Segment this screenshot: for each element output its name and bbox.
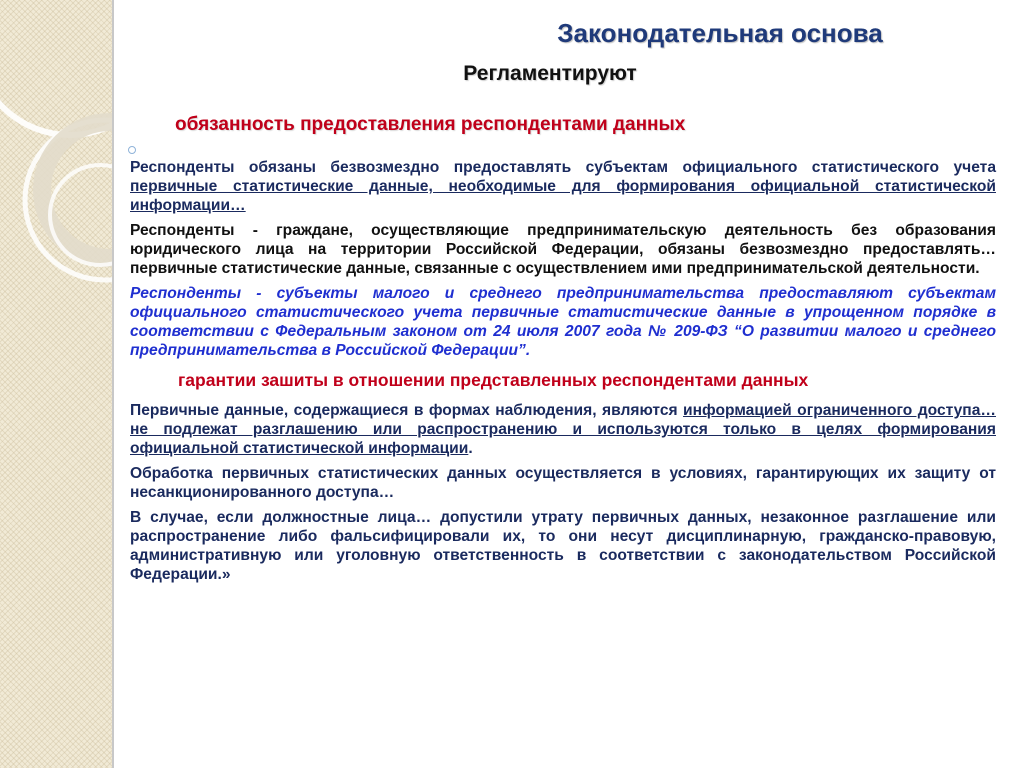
- paragraph-tail: .: [468, 440, 473, 457]
- decorative-side-panel: [0, 0, 112, 768]
- paragraph-responsibility: В случае, если должностные лица… допустили утрату первичных данных, незаконное разглашение или распространение либо фальсифицировали их, то они несут дисциплинарную, гражданско-правовую, административную или уголовную ответственность в соответствии с законодательством Российской Федерации.»: [130, 509, 996, 583]
- paragraph-text: Первичные данные, содержащиеся в формах наблюдения, являются: [130, 402, 684, 419]
- underlined-phrase: первичные статистические данные, необходимые для формирования официальной статистической информации…: [130, 178, 996, 214]
- section-heading-guarantees: гарантии зашиты в отношении представленных респондентами данных: [178, 370, 809, 390]
- underlined-phrase: информацией ограниченного доступа… не подлежат разглашению или распространению и используются только в целях формирования официальной статистической информации: [130, 402, 996, 457]
- slide-subtitle: Регламентируют: [463, 62, 637, 85]
- decorative-circles: [0, 0, 112, 768]
- slide-body: [130, 158, 996, 590]
- paragraph-restricted-access: [130, 401, 996, 458]
- paragraph-obligation: [130, 158, 996, 215]
- slide-title: Законодательная основа: [557, 18, 883, 48]
- paragraph-small-business: Респонденты - субъекты малого и среднего предпринимательства предоставляют субъектам официального статистического учета первичные статистические данные в упрощенном порядке в соответствии с Федеральным законом от 24 июля 2007 года № 209-ФЗ “О развитии малого и среднего предпринимательства в Российской Федерации”.: [130, 285, 996, 359]
- bullet-circle-icon: [128, 146, 136, 154]
- paragraph-entrepreneurs: Респонденты - граждане, осуществляющие предпринимательскую деятельность без образования юридического лица на территории Российской Федерации, обязаны безвозмездно предоставлять…первичные статистические данные, связанные с осуществлением ими предпринимательской деятельности.: [130, 222, 996, 277]
- section-heading-obligation: обязанность предоставления респондентами данных: [175, 114, 686, 135]
- panel-divider: [112, 0, 114, 768]
- paragraph-text: Респонденты обязаны безвозмездно предоставлять субъектам официального статистического учета: [130, 159, 996, 176]
- paragraph-processing: Обработка первичных статистических данных осуществляется в условиях, гарантирующих их защиту от несанкционированного доступа…: [130, 465, 996, 501]
